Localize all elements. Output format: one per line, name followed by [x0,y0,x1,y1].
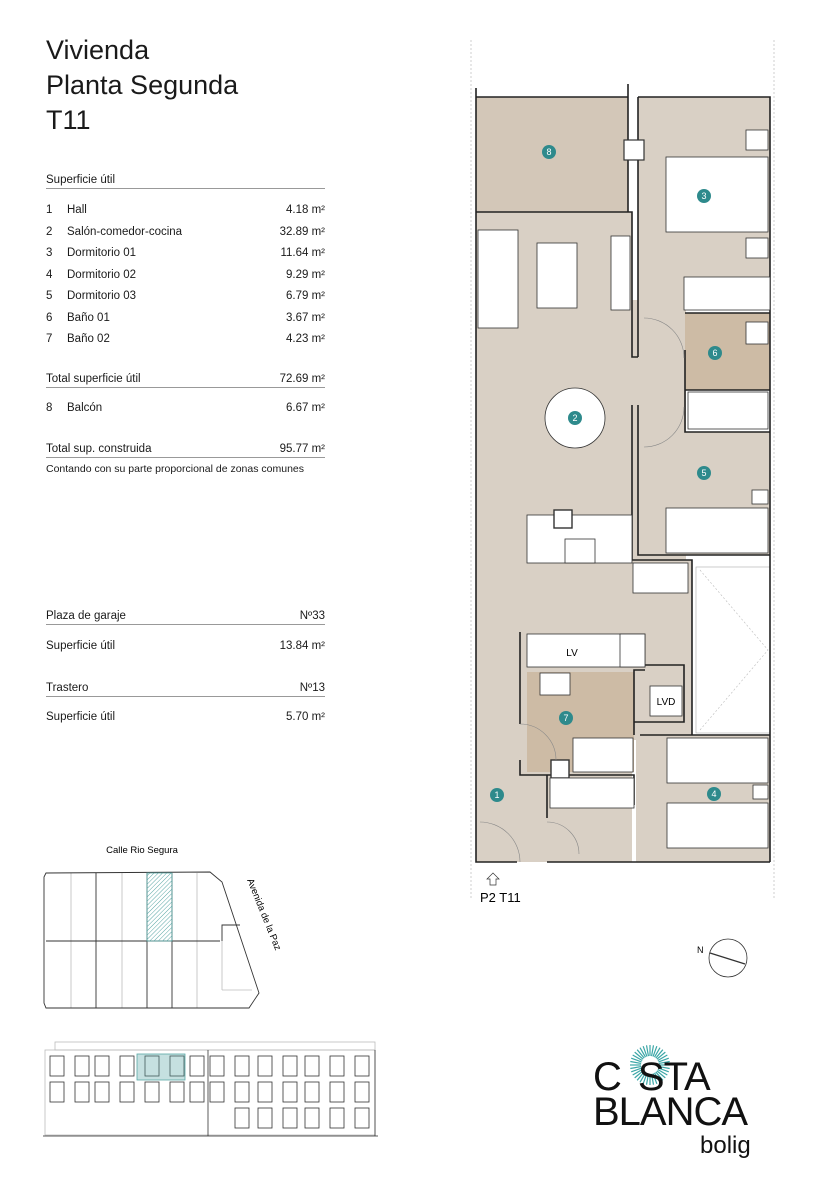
svg-text:5: 5 [701,468,707,479]
compass-icon [697,939,747,977]
street-side-label: Avenida de la Paz [244,877,284,952]
window [330,1056,344,1076]
room-marker-1 [490,788,504,802]
room-marker-5 [697,466,711,480]
title-line-3: T11 [46,105,91,135]
svg-text:4: 4 [711,789,717,800]
window [210,1082,224,1102]
room-row: 4 Dormitorio 02 9.29 m² [46,268,325,281]
room-marker-3 [697,189,711,203]
title-line-1: Vivienda [46,35,150,65]
window [283,1108,297,1128]
title-line-2: Planta Segunda [46,70,239,100]
window [50,1082,64,1102]
site-map [44,845,283,1008]
window [283,1082,297,1102]
svg-text:6: 6 [712,348,718,359]
logo [593,1045,751,1159]
svg-text:BLANCA: BLANCA [593,1090,748,1134]
north-label: N [697,945,704,955]
window [283,1056,297,1076]
balcony-row: 8 Balcón 6.67 m² [46,402,325,414]
room-row: 7 Baño 02 4.23 m² [46,333,325,345]
window [210,1056,224,1076]
window [355,1082,369,1102]
window [170,1082,184,1102]
built-surface-row: Total sup. construida 95.77 m² [46,441,325,458]
svg-text:2: 2 [572,413,578,424]
window [75,1056,89,1076]
dishwasher-label: LVD [656,697,676,708]
svg-text:1: 1 [494,790,500,801]
window [258,1056,272,1076]
surface-note: Contando con su parte proporcional de zonas comunes [46,463,304,475]
entrance-arrow-icon [487,873,499,885]
window [235,1056,249,1076]
window [120,1056,134,1076]
window [258,1108,272,1128]
floor-plan [471,40,774,905]
window [330,1082,344,1102]
window [355,1056,369,1076]
window [190,1082,204,1102]
building-elevation [43,1042,378,1136]
surface-heading: Superficie útil [46,172,325,189]
unit-highlight [147,873,172,941]
window [355,1108,369,1128]
svg-text:8: 8 [546,147,552,158]
room-row: 5 Dormitorio 03 6.79 m² [46,290,325,302]
garage-surface-row: Superficie útil 13.84 m² [46,640,325,652]
window [145,1082,159,1102]
room-marker-4 [707,787,721,801]
svg-text:CSTA: C STA [593,1055,710,1099]
window [235,1082,249,1102]
window [75,1082,89,1102]
window [50,1056,64,1076]
window [305,1082,319,1102]
window [95,1082,109,1102]
svg-text:bolig: bolig [700,1132,751,1159]
storage-surface-row: Superficie útil 5.70 m² [46,711,325,723]
window [190,1056,204,1076]
street-top-label: Calle Rio Segura [106,845,178,856]
room-row: 1 Hall 4.18 m² [46,204,325,216]
room-marker-7 [559,711,573,725]
room-marker-2 [568,411,582,425]
washer-label: LV [566,648,578,659]
svg-text:7: 7 [563,713,569,724]
room-marker-8 [542,145,556,159]
unit-label: P2 T11 [480,890,521,905]
room-marker-6 [708,346,722,360]
window [258,1082,272,1102]
window [95,1056,109,1076]
room-row: 2 Salón-comedor-cocina 32.89 m² [46,225,325,238]
window [235,1108,249,1128]
window [305,1056,319,1076]
svg-text:3: 3 [701,191,707,202]
storage-row: Trastero Nº13 [46,680,325,697]
window [305,1108,319,1128]
window [330,1108,344,1128]
window [120,1082,134,1102]
total-surface-row: Total superficie útil 72.69 m² [46,371,325,388]
room-row: 3 Dormitorio 01 11.64 m² [46,247,325,259]
garage-row: Plaza de garaje Nº33 [46,608,325,625]
room-row: 6 Baño 01 3.67 m² [46,311,325,324]
